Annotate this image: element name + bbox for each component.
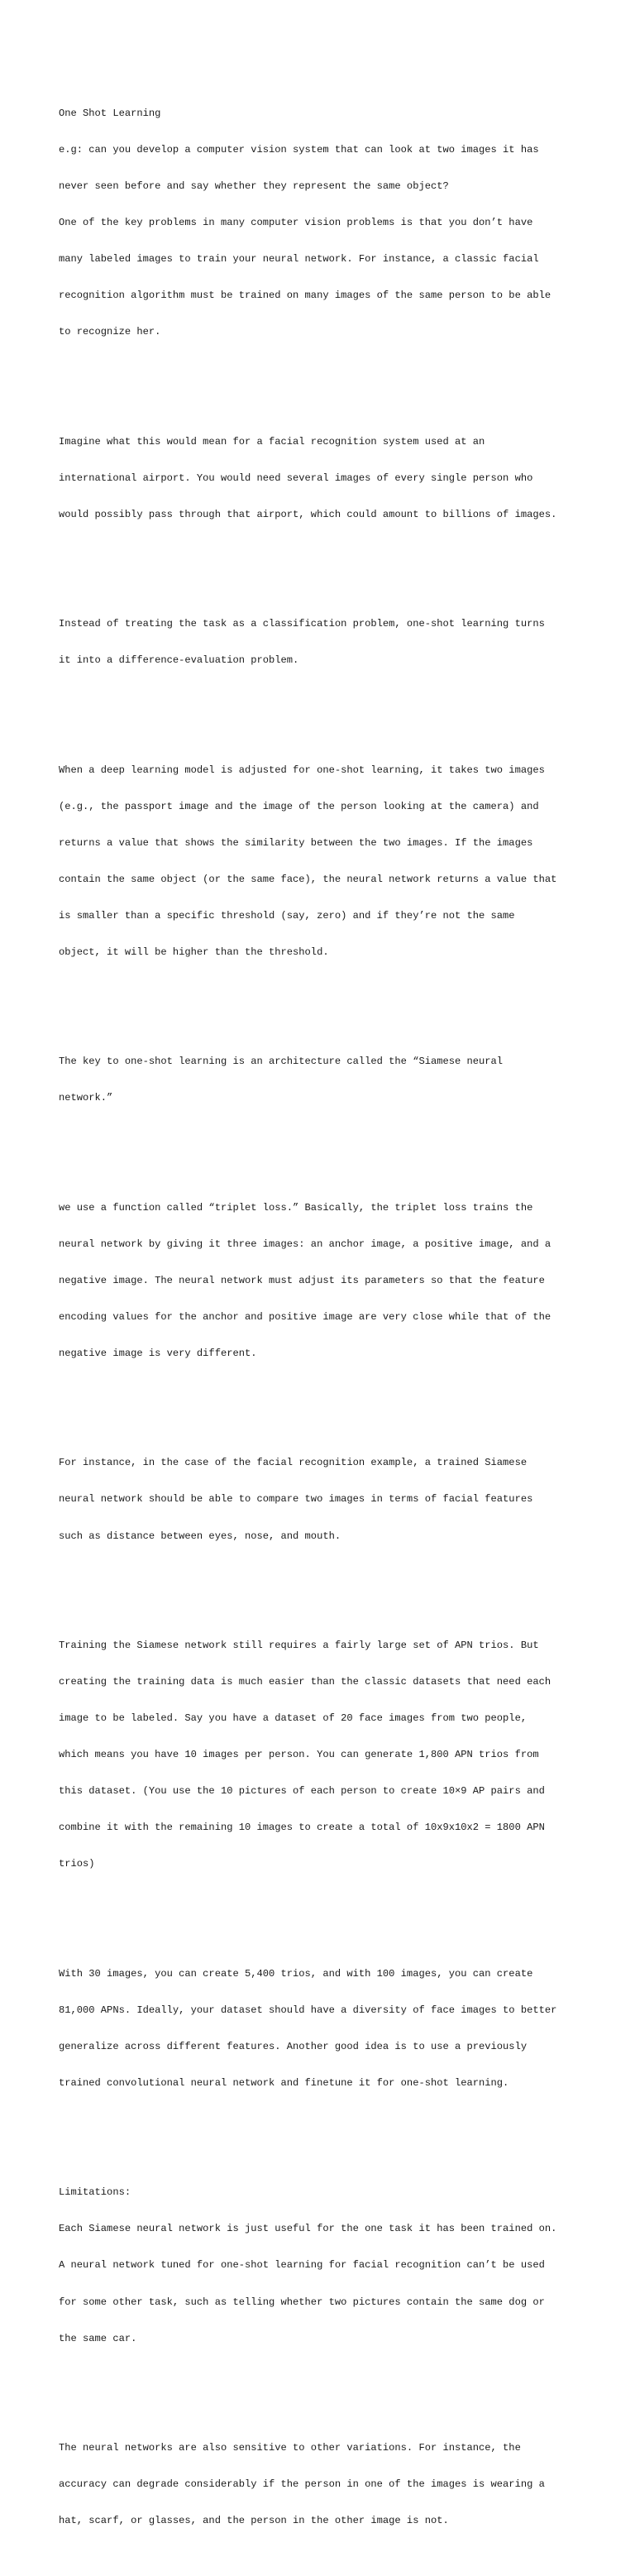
text-line: it into a difference-evaluation problem. <box>59 654 299 667</box>
text-line: contain the same object (or the same face), the neural network returns a value that <box>59 873 557 885</box>
document-body <box>59 59 588 2576</box>
text-line: such as distance between eyes, nose, and mouth. <box>59 1530 341 1542</box>
text-line: trained convolutional neural network and finetune it for one-shot learning. <box>59 2077 509 2089</box>
text-line: never seen before and say whether they represent the same object? <box>59 180 449 192</box>
text-line: 81,000 APNs. Ideally, your dataset should have a diversity of face images to better <box>59 2004 557 2016</box>
text-line: is smaller than a specific threshold (say, zero) and if they’re not the same <box>59 909 515 922</box>
text-line: The key to one-shot learning is an architecture called the “Siamese neural <box>59 1056 504 1068</box>
text-line: negative image. The neural network must adjust its parameters so that the feature <box>59 1274 545 1286</box>
text-line: encoding values for the anchor and positive image are very close while that of the <box>59 1310 551 1323</box>
document-title: One Shot Learning <box>59 107 161 119</box>
text-line: for some other task, such as telling whether two pictures contain the same dog or <box>59 2296 545 2308</box>
text-line: creating the training data is much easier than the classic datasets that need each <box>59 1675 551 1688</box>
text-line: (e.g., the passport image and the image of the person looking at the camera) and <box>59 800 539 812</box>
text-line: recognition algorithm must be trained on many images of the same person to be able <box>59 290 551 302</box>
text-line: When a deep learning model is adjusted for one-shot learning, it takes two images <box>59 764 545 776</box>
text-line: For instance, in the case of the facial recognition example, a trained Siamese <box>59 1457 528 1469</box>
text-line: e.g: can you develop a computer vision system that can look at two images it has <box>59 143 539 156</box>
paragraph-similarity <box>59 740 588 983</box>
paragraph-dataset-scale <box>59 1943 588 2114</box>
text-line: A neural network tuned for one-shot learning for facial recognition can’t be used <box>59 2259 545 2272</box>
text-line: network.” <box>59 1092 113 1104</box>
text-line: With 30 images, you can create 5,400 trios, and with 100 images, you can create <box>59 1967 533 1980</box>
text-line: neural network should be able to compare two images in terms of facial features <box>59 1493 533 1506</box>
paragraph-training-data <box>59 1615 588 1894</box>
text-line: neural network by giving it three images: an anchor image, a positive image, and a <box>59 1238 551 1250</box>
text-line: image to be labeled. Say you have a dataset of 20 face images from two people, <box>59 1712 528 1725</box>
text-line: combine it with the remaining 10 images to create a total of 10x9x10x2 = 1800 APN <box>59 1822 545 1834</box>
paragraph-siamese <box>59 1032 588 1129</box>
text-line: Each Siamese neural network is just useful for the one task it has been trained on. <box>59 2223 557 2235</box>
text-line: negative image is very different. <box>59 1348 257 1360</box>
text-line: would possibly pass through that airport, which could amount to billions of images. <box>59 508 557 520</box>
paragraph-intro <box>59 83 588 362</box>
text-line: object, it will be higher than the threshold. <box>59 946 329 959</box>
text-line: this dataset. (You use the 10 pictures of each person to create 10×9 AP pairs and <box>59 1785 545 1798</box>
text-line: Training the Siamese network still requires a fairly large set of APN trios. But <box>59 1639 539 1651</box>
paragraph-sensitivity <box>59 2418 588 2552</box>
text-line: which means you have 10 images per person. You can generate 1,800 APN trios from <box>59 1749 539 1761</box>
section-heading: Limitations: <box>59 2186 131 2199</box>
text-line: The neural networks are also sensitive to other variations. For instance, the <box>59 2441 521 2454</box>
text-line: to recognize her. <box>59 326 161 338</box>
text-line: we use a function called “triplet loss.” Basically, the triplet loss trains the <box>59 1201 533 1214</box>
text-line: Instead of treating the task as a classification problem, one-shot learning turns <box>59 618 545 630</box>
text-line: hat, scarf, or glasses, and the person in the other image is not. <box>59 2515 449 2527</box>
text-line: the same car. <box>59 2332 137 2344</box>
text-line: international airport. You would need several images of every single person who <box>59 472 533 484</box>
paragraph-facial-example <box>59 1433 588 1567</box>
text-line: Imagine what this would mean for a facial recognition system used at an <box>59 435 485 448</box>
text-line: trios) <box>59 1858 95 1870</box>
text-line: accuracy can degrade considerably if the person in one of the images is wearing a <box>59 2478 545 2491</box>
text-line: generalize across different features. Another good idea is to use a previously <box>59 2040 528 2052</box>
paragraph-limitations <box>59 2162 588 2369</box>
text-line: One of the key problems in many computer vision problems is that you don’t have <box>59 217 533 229</box>
paragraph-triplet-loss <box>59 1177 588 1384</box>
paragraph-difference-evaluation <box>59 594 588 692</box>
text-line: many labeled images to train your neural network. For instance, a classic facial <box>59 253 539 266</box>
text-line: returns a value that shows the similarity between the two images. If the images <box>59 836 533 849</box>
paragraph-airport <box>59 411 588 545</box>
